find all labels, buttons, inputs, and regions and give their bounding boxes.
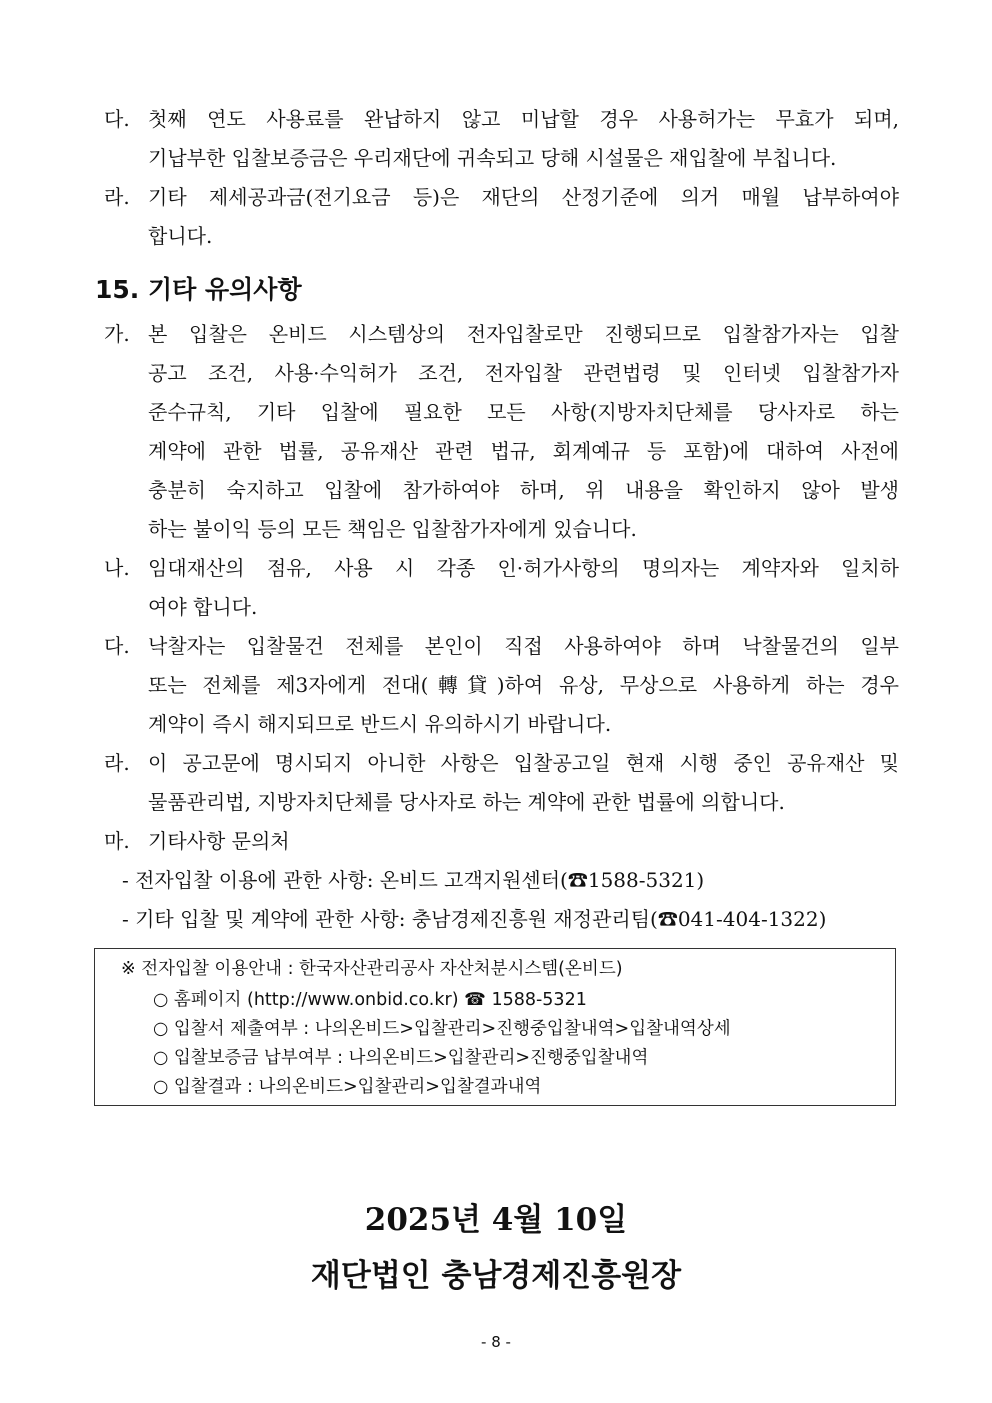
item-marker: 다. [104, 107, 130, 131]
item-line: 계약이 즉시 해지되므로 반드시 유의하시기 바랍니다. [148, 712, 612, 736]
item-line: 또는 전체를 제3자에게 전대(轉貸)하여 유상, 무상으로 사용하게 하는 경우 [148, 673, 899, 697]
section15-item-na [104, 549, 899, 627]
item-line: 합니다. [148, 224, 213, 248]
notice-bullet-homepage: ○ 홈페이지 (http://www.onbid.co.kr) ☎ 1588-5321 [153, 990, 587, 1010]
notice-bullet-bid-submission: ○ 입찰서 제출여부 : 나의온비드>입찰관리>진행중입찰내역>입찰내역상세 [153, 1019, 731, 1039]
section15-item-ga [104, 315, 899, 549]
section14-item-ra [104, 178, 899, 256]
item-line: 여야 합니다. [148, 595, 258, 619]
item-marker: 마. [104, 829, 130, 853]
item-marker: 다. [104, 634, 130, 658]
item-line: 기타사항 문의처 [148, 829, 290, 853]
item-line: 임대재산의 점유, 사용 시 각종 인·허가사항의 명의자는 계약자와 일치하 [148, 556, 899, 580]
notice-bullet-result: ○ 입찰결과 : 나의온비드>입찰관리>입찰결과내역 [153, 1077, 542, 1097]
item-line: 계약에 관한 법률, 공유재산 관련 법규, 회계예규 등 포함)에 대하여 사전에 [148, 439, 899, 463]
item-line: 기납부한 입찰보증금은 우리재단에 귀속되고 당해 시설물은 재입찰에 부칩니다. [148, 146, 837, 170]
section14-item-da [104, 100, 899, 178]
section15-heading: 15. 기타 유의사항 [95, 275, 302, 304]
notice-title: ※ 전자입찰 이용안내 : 한국자산관리공사 자산처분시스템(온비드) [121, 959, 623, 979]
item-marker: 가. [104, 322, 130, 346]
section15-item-da [104, 627, 899, 744]
item-line: 본 입찰은 온비드 시스템상의 전자입찰로만 진행되므로 입찰참가자는 입찰 [148, 322, 899, 346]
item-line: 기타 제세공과금(전기요금 등)은 재단의 산정기준에 의거 매월 납부하여야 [148, 185, 899, 209]
item-marker: 나. [104, 556, 130, 580]
signatory: 재단법인 충남경제진흥원장 [310, 1258, 682, 1294]
announcement-date: 2025년 4월 10일 [364, 1202, 628, 1238]
page-number: - 8 - [481, 1333, 511, 1351]
section15-item-ra [104, 744, 899, 822]
item-line: 충분히 숙지하고 입찰에 참가하여야 하며, 위 내용을 확인하지 않아 발생 [148, 478, 899, 502]
item-line: 낙찰자는 입찰물건 전체를 본인이 직접 사용하여야 하며 낙찰물건의 일부 [148, 634, 899, 658]
item-line: 준수규칙, 기타 입찰에 필요한 모든 사항(지방자치단체를 당사자로 하는 [148, 400, 899, 424]
onbid-notice-box [94, 948, 896, 1106]
item-line: 하는 불이익 등의 모든 책임은 입찰참가자에게 있습니다. [148, 517, 637, 541]
section15-item-ma [104, 822, 899, 861]
item-marker: 라. [104, 751, 130, 775]
item-line: 물품관리법, 지방자치단체를 당사자로 하는 계약에 관한 법률에 의합니다. [148, 790, 785, 814]
item-line: 첫째 연도 사용료를 완납하지 않고 미납할 경우 사용허가는 무효가 되며, [148, 107, 899, 131]
contact-finance-team: - 기타 입찰 및 계약에 관한 사항: 충남경제진흥원 재정관리팀(☎041-404-1322) [122, 907, 827, 931]
notice-bullet-deposit: ○ 입찰보증금 납부여부 : 나의온비드>입찰관리>진행중입찰내역 [153, 1048, 649, 1068]
contact-onbid: - 전자입찰 이용에 관한 사항: 온비드 고객지원센터(☎1588-5321) [122, 868, 705, 892]
item-line: 공고 조건, 사용·수익허가 조건, 전자입찰 관련법령 및 인터넷 입찰참가자 [148, 361, 899, 385]
item-line: 이 공고문에 명시되지 아니한 사항은 입찰공고일 현재 시행 중인 공유재산 및 [148, 751, 899, 775]
item-marker: 라. [104, 185, 130, 209]
